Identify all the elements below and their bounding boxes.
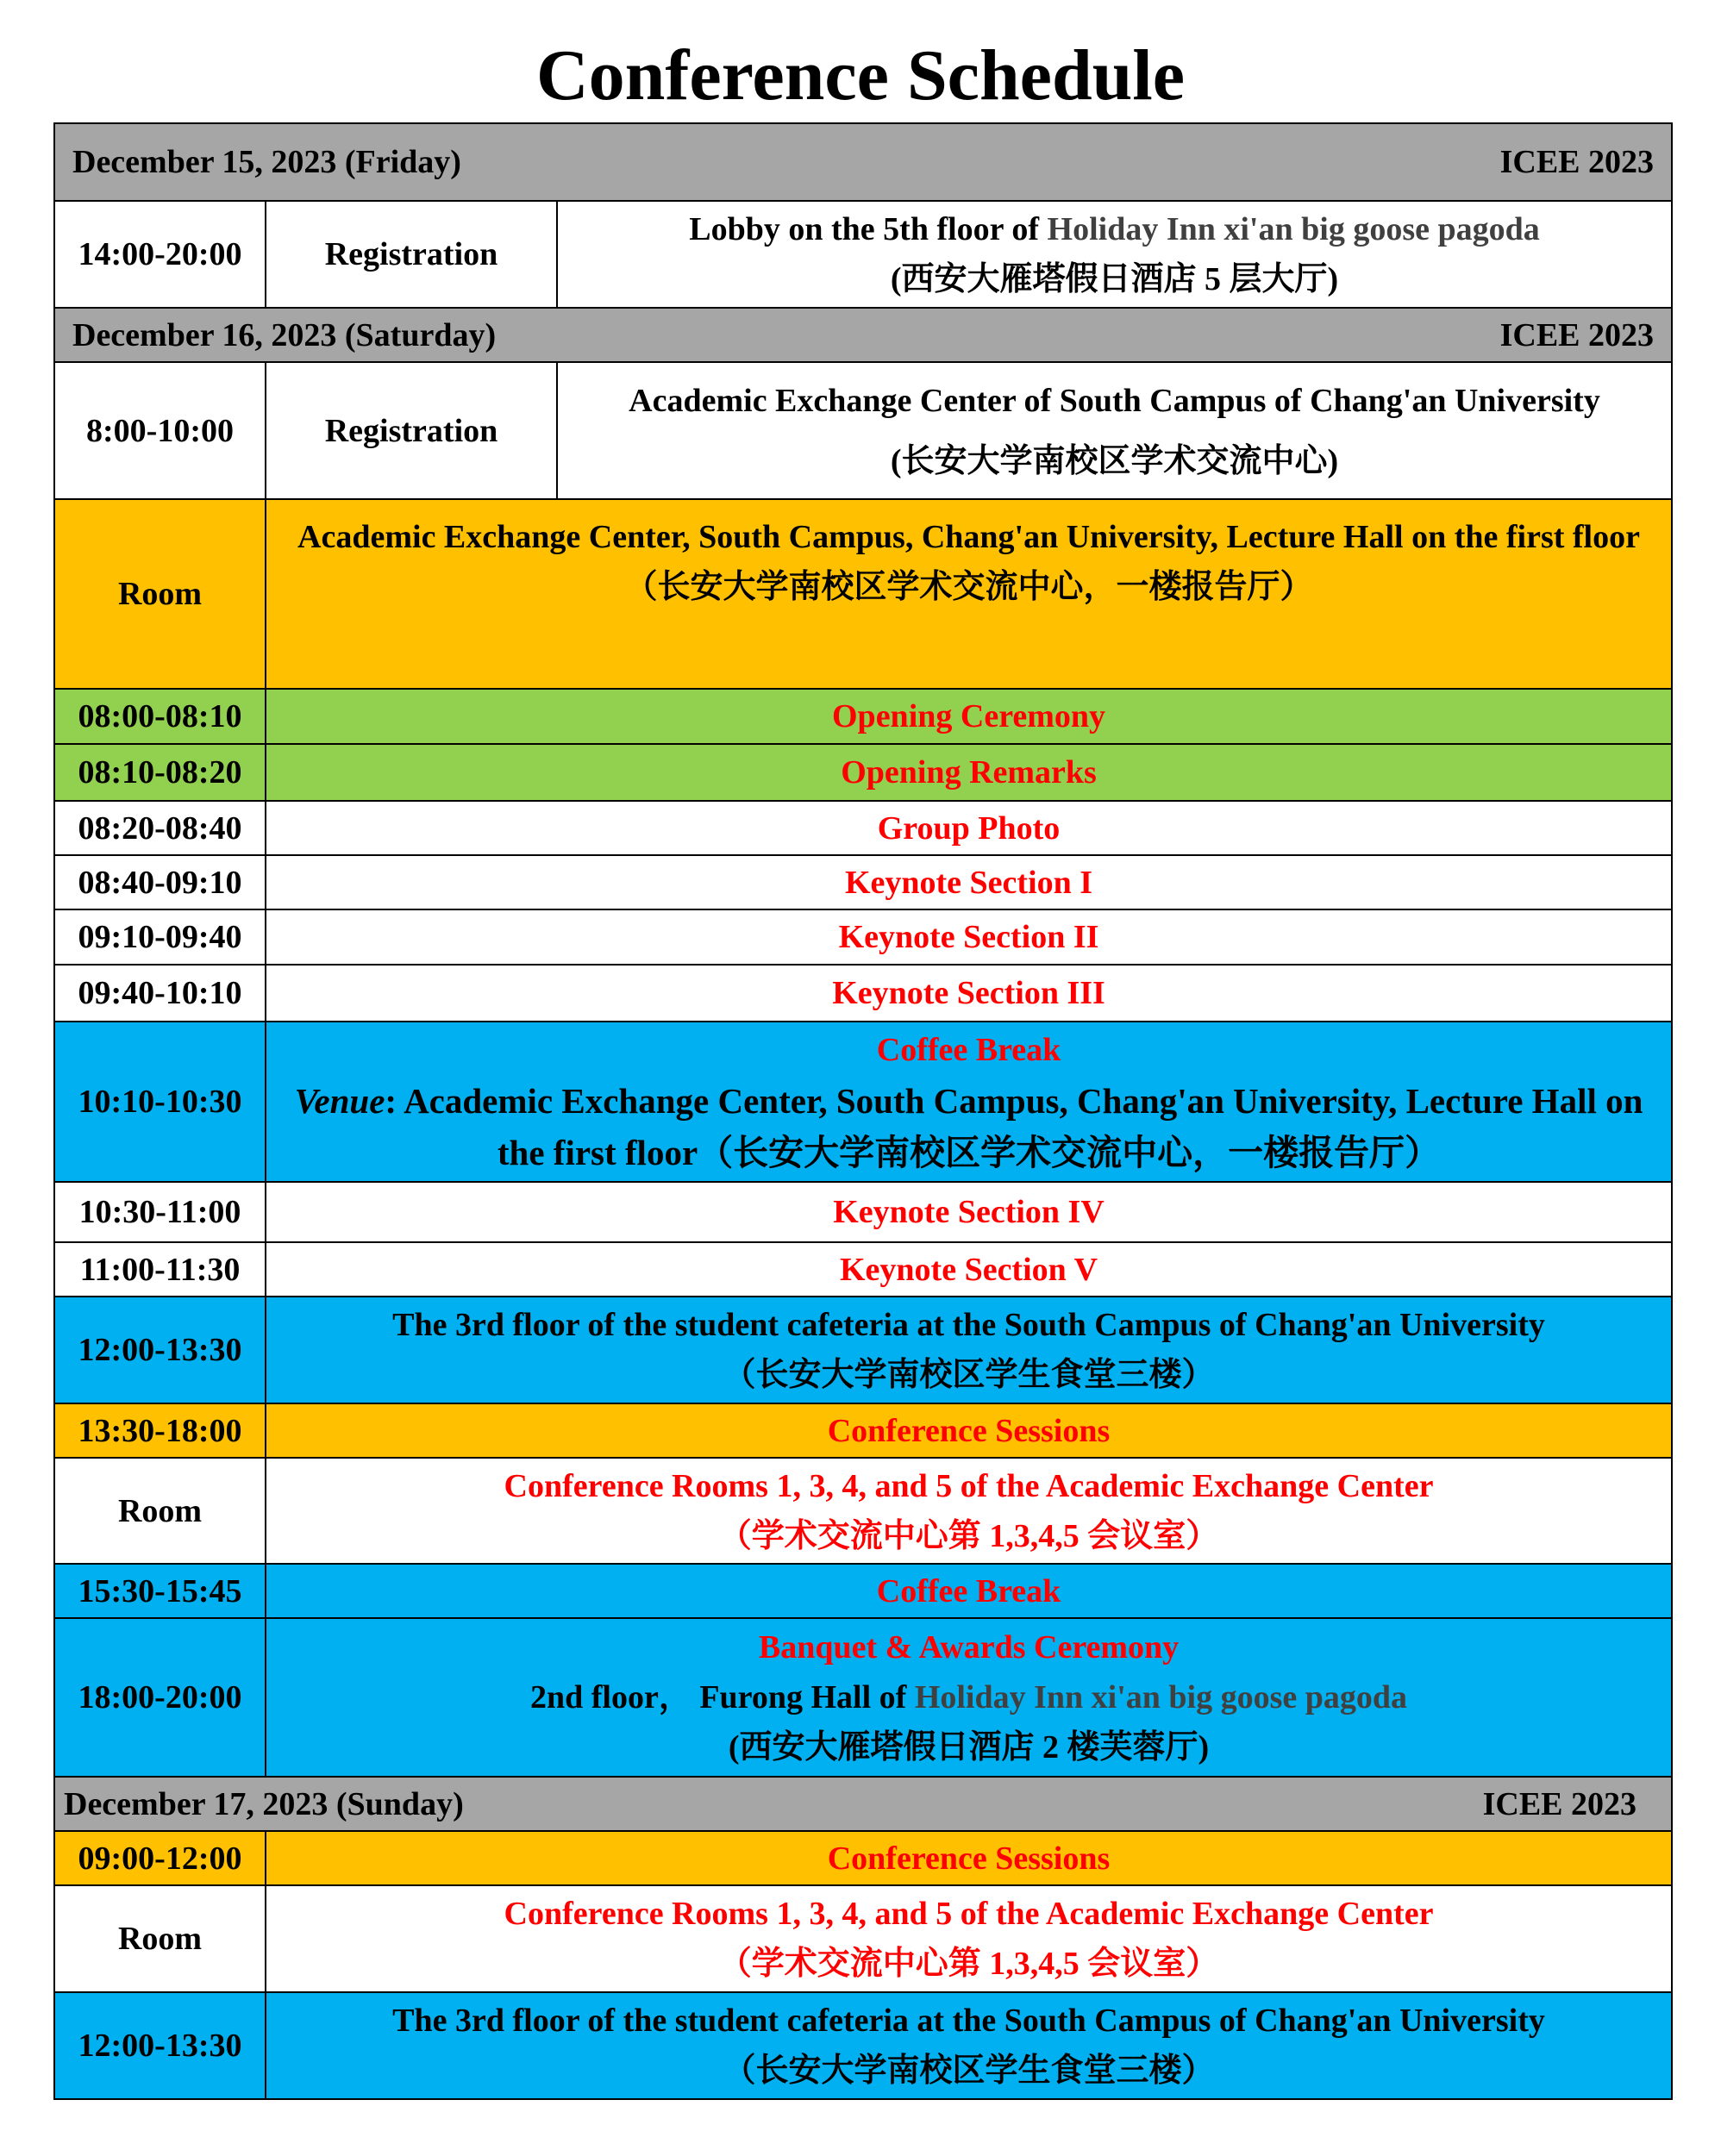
room-label: Room xyxy=(54,499,266,689)
table-row xyxy=(54,201,1672,308)
event-title: Banquet & Awards Ceremony xyxy=(758,1629,1180,1665)
location-text: Lobby on the 5th floor of xyxy=(689,211,1048,247)
location-text: The 3rd floor of the student cafeteria at the South Campus of Chang'an University xyxy=(392,1307,1545,1343)
event-cell: Keynote Section II xyxy=(266,909,1672,965)
event-cell: Keynote Section I xyxy=(266,855,1672,909)
location-text: Conference Rooms 1, 3, 4, and 5 of the Academic Exchange Center xyxy=(504,1896,1434,1932)
conference-name: ICEE 2023 xyxy=(1499,316,1655,353)
table-row xyxy=(54,1618,1672,1777)
time-cell: 18:00-20:00 xyxy=(54,1618,266,1777)
day-date: December 16, 2023 (Saturday) xyxy=(72,316,497,353)
venue-text: : Academic Exchange Center, South Campus, Chang'an University, Lecture Hall on the first floor（长安大学南校区学术交流中心，一楼报告厅） xyxy=(385,1081,1643,1172)
conference-name: ICEE 2023 xyxy=(1482,1785,1637,1822)
location-cell xyxy=(266,1992,1672,2099)
time-cell: 08:20-08:40 xyxy=(54,801,266,855)
table-row xyxy=(54,1182,1672,1242)
event-cell: Conference Sessions xyxy=(266,1831,1672,1885)
time-cell: 10:30-11:00 xyxy=(54,1182,266,1242)
location-cell xyxy=(557,362,1672,499)
table-row xyxy=(54,689,1672,744)
day-header-row xyxy=(54,308,1672,362)
location-cn: (西安大雁塔假日酒店 5 层大厅) xyxy=(890,261,1339,297)
page-title: Conference Schedule xyxy=(535,35,1186,116)
location-cn: （学术交流中心第 1,3,4,5 会议室） xyxy=(718,1946,1219,1982)
table-row xyxy=(54,362,1672,499)
time-cell: 08:10-08:20 xyxy=(54,744,266,801)
location-cn: (长安大学南校区学术交流中心) xyxy=(890,442,1339,479)
day-header-row xyxy=(54,1777,1672,1831)
room-label: Room xyxy=(54,1885,266,1992)
event-cell: Conference Sessions xyxy=(266,1403,1672,1458)
table-row xyxy=(54,499,1672,689)
event-cell: Opening Remarks xyxy=(266,744,1672,801)
time-cell: 09:00-12:00 xyxy=(54,1831,266,1885)
event-cell: Registration xyxy=(266,362,557,499)
location-cell xyxy=(266,1458,1672,1564)
time-cell: 15:30-15:45 xyxy=(54,1564,266,1618)
table-row xyxy=(54,801,1672,855)
hotel-name: Holiday Inn xi'an big goose pagoda xyxy=(1047,211,1540,247)
location-cn: (西安大雁塔假日酒店 2 楼芙蓉厅) xyxy=(728,1729,1210,1765)
table-row xyxy=(54,744,1672,801)
venue-label: Venue xyxy=(294,1081,385,1121)
event-title: Coffee Break xyxy=(876,1032,1061,1068)
location-text: 2nd floor， Furong Hall of xyxy=(529,1679,915,1715)
table-row xyxy=(54,855,1672,909)
time-cell: 14:00-20:00 xyxy=(54,201,266,308)
event-cell: Opening Ceremony xyxy=(266,689,1672,744)
event-cell xyxy=(266,1618,1672,1777)
event-cell: Registration xyxy=(266,201,557,308)
time-cell: 10:10-10:30 xyxy=(54,1022,266,1182)
table-row xyxy=(54,1458,1672,1564)
schedule-table xyxy=(53,122,1673,2100)
table-row xyxy=(54,1992,1672,2099)
time-cell: 11:00-11:30 xyxy=(54,1242,266,1297)
time-cell: 09:40-10:10 xyxy=(54,965,266,1022)
table-row xyxy=(54,1297,1672,1403)
room-label: Room xyxy=(54,1458,266,1564)
table-row xyxy=(54,1831,1672,1885)
location-cell xyxy=(266,1297,1672,1403)
table-row xyxy=(54,1885,1672,1992)
location-cell xyxy=(557,201,1672,308)
location-cell xyxy=(266,1885,1672,1992)
time-cell: 12:00-13:30 xyxy=(54,1297,266,1403)
location-text: Conference Rooms 1, 3, 4, and 5 of the Academic Exchange Center xyxy=(504,1467,1434,1504)
day-date: December 17, 2023 (Sunday) xyxy=(64,1785,464,1822)
location-text: The 3rd floor of the student cafeteria at the South Campus of Chang'an University xyxy=(392,2003,1545,2039)
hotel-name: Holiday Inn xi'an big goose pagoda xyxy=(914,1679,1408,1715)
time-cell: 12:00-13:30 xyxy=(54,1992,266,2099)
time-cell: 08:40-09:10 xyxy=(54,855,266,909)
table-row xyxy=(54,1564,1672,1618)
location-cn: （学术交流中心第 1,3,4,5 会议室） xyxy=(718,1517,1219,1554)
day-date: December 15, 2023 (Friday) xyxy=(72,144,461,180)
room-location: Academic Exchange Center, South Campus, Chang'an University, Lecture Hall on the first floor（长安大学南校区学术交流中心，一楼报告厅） xyxy=(266,499,1672,689)
table-row xyxy=(54,1242,1672,1297)
event-cell: Coffee Break xyxy=(266,1564,1672,1618)
event-cell: Keynote Section IV xyxy=(266,1182,1672,1242)
table-row xyxy=(54,909,1672,965)
table-row xyxy=(54,1403,1672,1458)
time-cell: 09:10-09:40 xyxy=(54,909,266,965)
location-text: Academic Exchange Center of South Campus of Chang'an University xyxy=(629,382,1600,419)
time-cell: 8:00-10:00 xyxy=(54,362,266,499)
location-cn: （长安大学南校区学生食堂三楼） xyxy=(723,2053,1215,2089)
conference-name: ICEE 2023 xyxy=(1499,144,1655,180)
time-cell: 13:30-18:00 xyxy=(54,1403,266,1458)
event-cell: Keynote Section III xyxy=(266,965,1672,1022)
table-row xyxy=(54,1022,1672,1182)
event-cell xyxy=(266,1022,1672,1182)
location-cn: （长安大学南校区学生食堂三楼） xyxy=(723,1357,1215,1393)
table-row xyxy=(54,965,1672,1022)
time-cell: 08:00-08:10 xyxy=(54,689,266,744)
event-cell: Group Photo xyxy=(266,801,1672,855)
day-header-row xyxy=(54,123,1672,201)
event-cell: Keynote Section V xyxy=(266,1242,1672,1297)
